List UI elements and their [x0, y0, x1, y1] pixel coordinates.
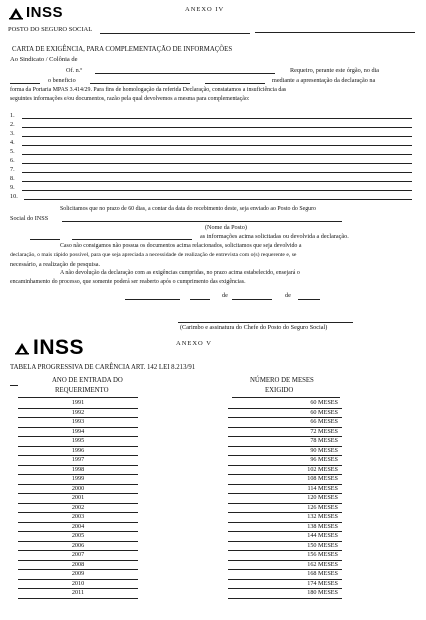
months-cell: 126 MESES — [228, 503, 342, 513]
year-cell: 2000 — [18, 484, 138, 494]
col1-header-line2: REQUERIMENTO — [55, 387, 109, 394]
item-line-8 — [22, 181, 412, 182]
year-cell: 2003 — [18, 513, 138, 523]
gap-cell — [138, 427, 228, 437]
table-row — [18, 437, 342, 447]
inss-logo-text: INSS — [33, 336, 85, 359]
post-name-line — [100, 33, 250, 34]
request-line-5: declaração, o mais rápido possível, para que seja apreciada a necessidade de realização de entrevista com o(s) requerente e, se — [10, 252, 297, 258]
year-cell: 2006 — [18, 541, 138, 551]
gap-cell — [138, 465, 228, 475]
year-cell: 2005 — [18, 532, 138, 542]
gap-cell — [138, 437, 228, 447]
gap-cell — [138, 522, 228, 532]
annex-v-title: TABELA PROGRESSIVA DE CARÊNCIA ART. 142 LEI 8.213/91 — [10, 364, 196, 371]
months-cell: 108 MESES — [228, 475, 342, 485]
request-line-6: necessário, a realização de pesquisa. — [10, 261, 101, 268]
body-line-seguintes: seguintes informações e/ou documentos, razão pela qual devolvemos a mesma para complementação: — [10, 96, 250, 102]
annex-v-label: ANEXO V — [176, 340, 212, 347]
gap-cell — [138, 484, 228, 494]
addressee: Ao Sindicato / Colônia de — [10, 56, 78, 63]
year-cell: 1998 — [18, 465, 138, 475]
months-cell: 96 MESES — [228, 456, 342, 466]
gap-cell — [138, 570, 228, 580]
months-cell: 90 MESES — [228, 446, 342, 456]
date-month-blank — [232, 299, 272, 300]
gap-cell — [138, 513, 228, 523]
annex-iv-title: CARTA DE EXIGÊNCIA, PARA COMPLEMENTAÇÃO DE INFORMAÇÕES — [12, 46, 233, 53]
date-day-blank — [190, 299, 210, 300]
request-line-8: encaminhamento do processo, que somente poderá ser reaberto após o cumprimento das exigências. — [10, 279, 246, 285]
year-cell: 1997 — [18, 456, 138, 466]
table-left-tick — [10, 385, 18, 386]
months-cell: 138 MESES — [228, 522, 342, 532]
gap-cell — [138, 408, 228, 418]
months-cell: 144 MESES — [228, 532, 342, 542]
table-row — [18, 427, 342, 437]
blank-nb — [205, 83, 265, 84]
table-row — [18, 570, 342, 580]
request-line-4: Caso não consigamos não possua os documentos acima relacionados, solicitamos que seja devolvido a — [60, 243, 302, 249]
item-number-9: 9. — [10, 184, 15, 191]
body-line-requeiro: Requeiro, perante este órgão, no dia — [290, 67, 380, 74]
year-cell: 1995 — [18, 437, 138, 447]
blank-of — [95, 73, 275, 74]
months-cell: 114 MESES — [228, 484, 342, 494]
item-number-6: 6. — [10, 157, 15, 164]
months-cell: 162 MESES — [228, 560, 342, 570]
body-line-of: Of. n.º — [66, 67, 83, 74]
request-post-caption: (Nome da Posto) — [205, 224, 247, 231]
item-number-2: 2. — [10, 121, 15, 128]
request-line-7: A não devolução da declaração com as exigências cumpridas, no prazo acima estabelecido, ensejará o — [60, 270, 300, 276]
body-line-mediante: mediante a apresentação da declaração na — [272, 77, 376, 84]
item-line-2 — [22, 127, 412, 128]
months-cell: 180 MESES — [228, 589, 342, 599]
months-cell: 120 MESES — [228, 494, 342, 504]
year-cell: 2009 — [18, 570, 138, 580]
gap-cell — [138, 456, 228, 466]
gap-cell — [138, 551, 228, 561]
table-row — [18, 475, 342, 485]
months-cell: 78 MESES — [228, 437, 342, 447]
gap-cell — [138, 418, 228, 428]
gap-cell — [138, 399, 228, 408]
gap-cell — [138, 494, 228, 504]
table-row — [18, 589, 342, 599]
date-de-2: de — [285, 292, 291, 299]
months-cell: 132 MESES — [228, 513, 342, 523]
gap-cell — [138, 560, 228, 570]
inss-logo-text: INSS — [26, 4, 64, 21]
send-date-blank — [30, 239, 60, 240]
inss-emblem-icon — [14, 341, 30, 355]
gap-cell — [138, 532, 228, 542]
date-de-1: de — [222, 292, 228, 299]
months-cell: 102 MESES — [228, 465, 342, 475]
table-row — [18, 456, 342, 466]
gap-cell — [138, 446, 228, 456]
table-row — [18, 446, 342, 456]
table-row — [18, 465, 342, 475]
blank-day — [10, 83, 40, 84]
months-cell: 174 MESES — [228, 579, 342, 589]
item-line-3 — [22, 136, 412, 137]
gap-cell — [138, 503, 228, 513]
request-line-1: Solicitamos que no prazo de 60 dias, a contar da data do recebimento deste, seja enviado ao Posto do Seguro — [60, 206, 317, 212]
item-number-10: 10. — [10, 193, 18, 200]
table-row — [18, 560, 342, 570]
annex-iv-label: ANEXO IV — [185, 6, 225, 13]
year-cell: 2002 — [18, 503, 138, 513]
item-number-3: 3. — [10, 130, 15, 137]
table-row — [18, 494, 342, 504]
item-line-1 — [22, 118, 412, 119]
months-cell: 168 MESES — [228, 570, 342, 580]
item-line-7 — [22, 172, 412, 173]
request-line-2: Social do INSS — [10, 215, 49, 222]
months-cell: 60 MESES — [228, 399, 342, 408]
gap-cell — [138, 541, 228, 551]
year-cell: 2008 — [18, 560, 138, 570]
top-right-rule — [255, 32, 415, 33]
table-row — [18, 418, 342, 428]
months-cell: 156 MESES — [228, 551, 342, 561]
inss-emblem-icon — [8, 6, 24, 20]
col2-header-line2: EXIGIDO — [265, 387, 294, 394]
gap-cell — [138, 589, 228, 599]
table-row — [18, 399, 342, 408]
year-cell: 1994 — [18, 427, 138, 437]
months-cell: 66 MESES — [228, 418, 342, 428]
gap-cell — [138, 579, 228, 589]
inss-logo-top — [8, 4, 63, 21]
year-cell: 2011 — [18, 589, 138, 599]
months-cell: 60 MESES — [228, 408, 342, 418]
year-cell: 2004 — [18, 522, 138, 532]
year-cell: 2010 — [18, 579, 138, 589]
table-row — [18, 541, 342, 551]
item-line-5 — [22, 154, 412, 155]
item-number-7: 7. — [10, 166, 15, 173]
item-number-1: 1. — [10, 112, 15, 119]
col1-header-rule — [18, 397, 138, 398]
year-cell: 1996 — [18, 446, 138, 456]
table-row — [18, 522, 342, 532]
item-line-6 — [22, 163, 412, 164]
table-row — [18, 579, 342, 589]
item-line-10 — [24, 199, 412, 200]
year-cell: 2001 — [18, 494, 138, 504]
table-row — [18, 503, 342, 513]
year-cell: 1999 — [18, 475, 138, 485]
col2-header-line1: NÚMERO DE MESES — [250, 377, 314, 384]
item-number-8: 8. — [10, 175, 15, 182]
item-number-4: 4. — [10, 139, 15, 146]
item-line-4 — [22, 145, 412, 146]
item-line-9 — [22, 190, 412, 191]
signature-caption: (Carimbo e assinatura do Chefe do Posto do Seguro Social) — [180, 324, 328, 331]
post-label: POSTO DO SEGURO SOCIAL — [8, 26, 93, 33]
body-line-portaria: forma da Portaria MPAS 3.414/29. Para fins de homologação da referida Declaração, constatamos a insuficiência das — [10, 87, 287, 93]
year-cell: 2007 — [18, 551, 138, 561]
item-number-5: 5. — [10, 148, 15, 155]
post-name-blank — [62, 221, 342, 222]
body-line-beneficio: o beneficio — [48, 77, 76, 84]
carencia-table — [18, 399, 342, 599]
months-cell: 150 MESES — [228, 541, 342, 551]
table-row — [18, 551, 342, 561]
table-row — [18, 532, 342, 542]
col2-header-rule — [232, 397, 340, 398]
table-row — [18, 513, 342, 523]
months-cell: 72 MESES — [228, 427, 342, 437]
date-place-blank — [125, 299, 180, 300]
inss-logo-bottom — [14, 336, 84, 360]
send-date-blank-2 — [72, 239, 192, 240]
gap-cell — [138, 475, 228, 485]
signature-line — [178, 322, 353, 323]
table-row — [18, 484, 342, 494]
year-cell: 1992 — [18, 408, 138, 418]
year-cell: 1991 — [18, 399, 138, 408]
table-row — [18, 408, 342, 418]
col1-header-line1: ANO DE ENTRADA DO — [52, 377, 123, 384]
year-cell: 1993 — [18, 418, 138, 428]
request-line-3: as informações acima solicitadas ou devolvida a declaração. — [200, 233, 349, 240]
blank-beneficio — [90, 83, 190, 84]
date-year-blank — [298, 299, 320, 300]
